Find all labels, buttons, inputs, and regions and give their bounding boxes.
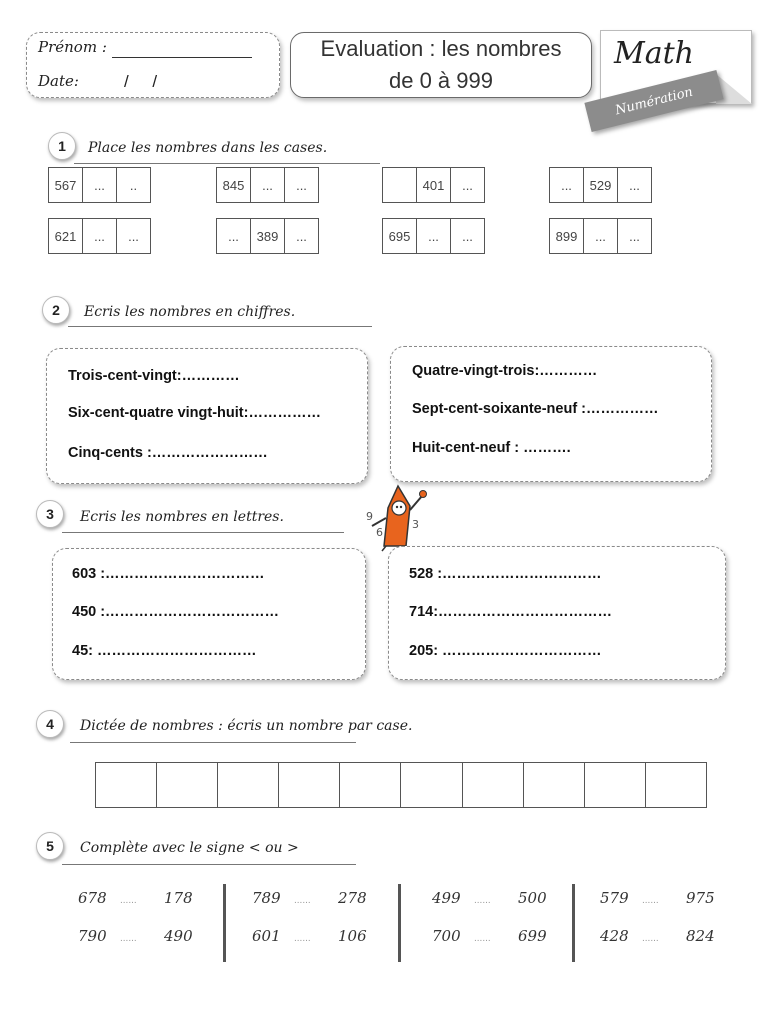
dictation-cell[interactable] (279, 763, 340, 807)
digit-cell[interactable]: ... (83, 168, 117, 202)
digit-cell[interactable]: 899 (550, 219, 584, 253)
dictation-cell[interactable] (96, 763, 157, 807)
exercise-2-left-line-2[interactable]: Six-cent-quatre vingt-huit:…………… (68, 405, 321, 421)
exercise-3-underline (62, 532, 344, 533)
dictation-cell[interactable] (524, 763, 585, 807)
exercise-3-left-line-1[interactable]: 603 :…………………………… (72, 566, 265, 582)
prenom-field[interactable] (112, 56, 252, 58)
dictation-grid (95, 762, 707, 808)
compare-sign-blank[interactable]: ...... (294, 895, 311, 906)
digit-cell[interactable]: ... (296, 228, 307, 244)
subject-label: Math (614, 36, 694, 71)
compare-left-number: 601 (252, 927, 281, 945)
digit-cell[interactable]: ... (462, 228, 473, 244)
digit-cell[interactable]: ... (629, 228, 640, 244)
exercise-2-right-line-3[interactable]: Huit-cent-neuf : ………. (412, 440, 571, 456)
exercise-2-right-line-1[interactable]: Quatre-vingt-trois:………… (412, 363, 598, 379)
number-triple (48, 218, 151, 254)
digit-cell[interactable]: 401 (417, 168, 451, 202)
exercise-1-instruction: Place les nombres dans les cases. (88, 140, 328, 156)
exercise-5-underline (62, 864, 356, 865)
exercise-2-number: 2 (42, 296, 70, 324)
compare-right-number: 975 (686, 889, 715, 907)
date-field[interactable]: / / (124, 72, 158, 91)
exercise-3-right-line-3[interactable]: 205: …………………………… (409, 643, 602, 659)
compare-sign-blank[interactable]: ...... (294, 933, 311, 944)
compare-right-number: 278 (338, 889, 367, 907)
digit-cell[interactable]: ... (217, 219, 251, 253)
compare-sign-blank[interactable]: ...... (474, 933, 491, 944)
digit-cell[interactable]: ... (629, 177, 640, 193)
compare-left-number: 790 (78, 927, 107, 945)
divider-2 (398, 884, 401, 962)
compare-sign-blank[interactable]: ...... (642, 895, 659, 906)
dictation-cell[interactable] (585, 763, 646, 807)
compare-right-number: 106 (338, 927, 367, 945)
compare-left-number: 579 (600, 889, 629, 907)
digit-cell[interactable]: 567 (49, 168, 83, 202)
digit-cell[interactable]: ... (296, 177, 307, 193)
exercise-4-number: 4 (36, 710, 64, 738)
number-triple (216, 218, 319, 254)
wizard-mascot-icon (362, 484, 434, 554)
dictation-cell[interactable] (157, 763, 218, 807)
dictation-cell[interactable] (218, 763, 279, 807)
ribbon-label: Numération (613, 84, 695, 118)
digit-cell[interactable]: ... (462, 177, 473, 193)
dictation-cell[interactable] (463, 763, 524, 807)
exercise-3-instruction: Ecris les nombres en lettres. (80, 509, 284, 525)
digit-cell[interactable]: 389 (251, 219, 285, 253)
exercise-2-instruction: Ecris les nombres en chiffres. (84, 304, 296, 320)
dictation-cell[interactable] (340, 763, 401, 807)
digit-cell[interactable]: ... (128, 228, 139, 244)
compare-sign-blank[interactable]: ...... (120, 933, 137, 944)
digit-cell[interactable]: ... (417, 219, 451, 253)
svg-text:6: 6 (376, 526, 383, 539)
exercise-1-underline (74, 163, 380, 164)
exercise-5-instruction: Complète avec le signe < ou > (80, 840, 299, 856)
digit-cell[interactable]: 529 (584, 168, 618, 202)
exercise-4-underline (70, 742, 356, 743)
digit-cell[interactable]: ... (251, 168, 285, 202)
number-triple (382, 167, 485, 203)
compare-left-number: 789 (252, 889, 281, 907)
exercise-3-number: 3 (36, 500, 64, 528)
compare-sign-blank[interactable]: ...... (120, 895, 137, 906)
digit-cell[interactable]: .. (129, 177, 138, 193)
compare-left-number: 678 (78, 889, 107, 907)
exercise-2-left-line-3[interactable]: Cinq-cents :…………………… (68, 445, 268, 461)
date-label: Date: (38, 72, 79, 90)
number-triple (216, 167, 319, 203)
number-triple (549, 218, 652, 254)
number-triple (48, 167, 151, 203)
digit-cell[interactable]: ... (83, 219, 117, 253)
exercise-3-left-line-3[interactable]: 45: …………………………… (72, 643, 257, 659)
compare-right-number: 699 (518, 927, 547, 945)
divider-3 (572, 884, 575, 962)
compare-right-number: 490 (164, 927, 193, 945)
digit-cell[interactable]: 845 (217, 168, 251, 202)
compare-right-number: 178 (164, 889, 193, 907)
page-title-line2: de 0 à 999 (389, 68, 493, 93)
dictation-cell[interactable] (646, 763, 706, 807)
compare-left-number: 428 (600, 927, 629, 945)
compare-right-number: 500 (518, 889, 547, 907)
compare-left-number: 700 (432, 927, 461, 945)
exercise-3-right-line-2[interactable]: 714:……………………………… (409, 604, 613, 620)
exercise-4-instruction: Dictée de nombres : écris un nombre par case. (80, 718, 413, 734)
exercise-5-number: 5 (36, 832, 64, 860)
digit-cell[interactable]: ... (550, 168, 584, 202)
exercise-2-underline (68, 326, 372, 327)
divider-1 (223, 884, 226, 962)
exercise-3-left-line-2[interactable]: 450 :……………………………… (72, 604, 280, 620)
digit-cell[interactable]: 695 (383, 219, 417, 253)
digit-cell[interactable]: 621 (49, 219, 83, 253)
digit-cell[interactable] (383, 168, 417, 202)
exercise-3-right-line-1[interactable]: 528 :…………………………… (409, 566, 602, 582)
svg-text:3: 3 (412, 518, 419, 531)
exercise-2-left-line-1[interactable]: Trois-cent-vingt:………… (68, 368, 240, 384)
page-title-line1: Evaluation : les nombres (320, 36, 562, 61)
compare-right-number: 824 (686, 927, 715, 945)
number-triple (382, 218, 485, 254)
compare-sign-blank[interactable]: ...... (642, 933, 659, 944)
compare-left-number: 499 (432, 889, 461, 907)
dictation-cell[interactable] (401, 763, 462, 807)
exercise-1-number: 1 (48, 132, 76, 160)
number-triple (549, 167, 652, 203)
compare-sign-blank[interactable]: ...... (474, 895, 491, 906)
exercise-2-right-line-2[interactable]: Sept-cent-soixante-neuf :…………… (412, 401, 659, 417)
digit-cell[interactable]: ... (584, 219, 618, 253)
prenom-label: Prénom : (38, 38, 107, 56)
svg-text:9: 9 (366, 510, 373, 523)
